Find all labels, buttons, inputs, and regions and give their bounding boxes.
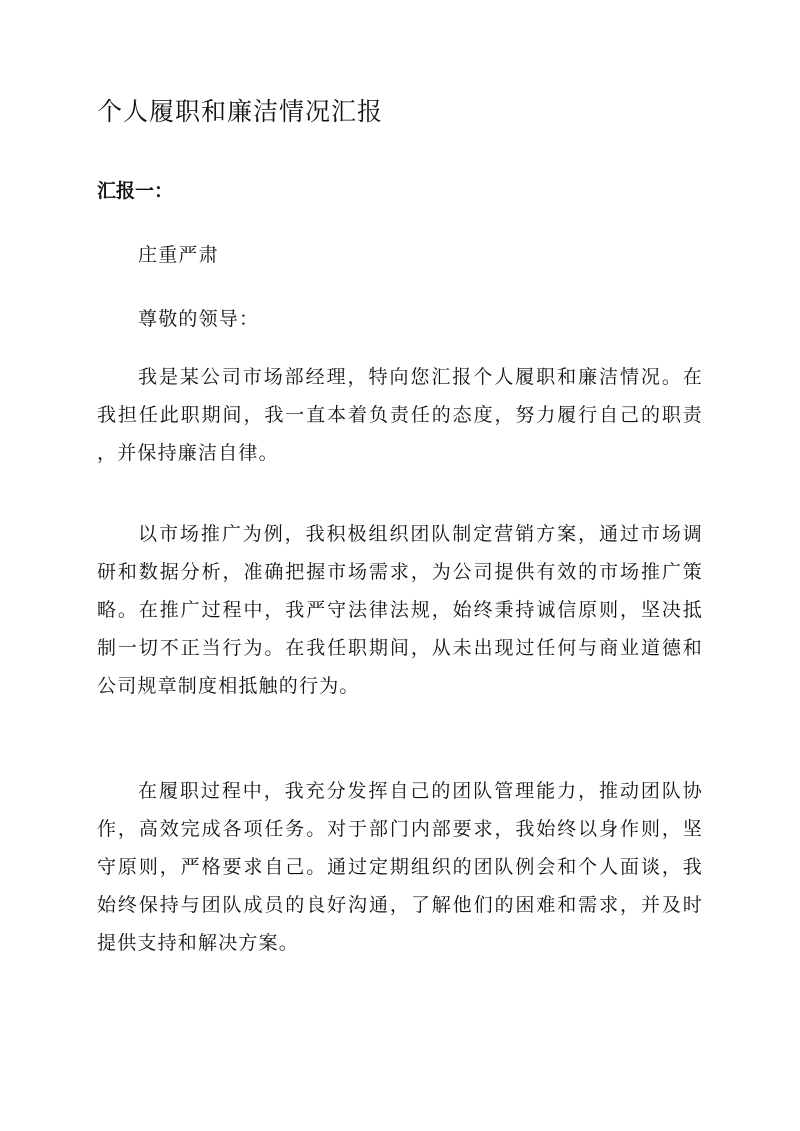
section-heading: 汇报一：: [97, 180, 174, 202]
paragraph-1: [97, 358, 703, 472]
paragraph-line: 研和数据分析，准确把握市场需求，为公司提供有效的市场推广策: [97, 561, 703, 583]
paragraph-3: [97, 772, 703, 962]
paragraph-line: 在履职过程中，我充分发挥自己的团队管理能力，推动团队协: [138, 780, 703, 802]
paragraph-line: 略。在推广过程中，我严守法律法规，始终秉持诚信原则，坚决抵: [97, 599, 703, 621]
theme-line: 庄重严肃: [138, 244, 219, 266]
paragraph-line: 始终保持与团队成员的良好沟通，了解他们的困难和需求，并及时: [97, 894, 703, 916]
salutation: 尊敬的领导：: [138, 308, 260, 330]
paragraph-line: 以市场推广为例，我积极组织团队制定营销方案，通过市场调: [138, 523, 703, 545]
paragraph-line: 我是某公司市场部经理，特向您汇报个人履职和廉洁情况。在: [138, 366, 703, 388]
paragraph-line: 守原则，严格要求自己。通过定期组织的团队例会和个人面谈，我: [97, 856, 703, 878]
paragraph-line: 制一切不正当行为。在我任职期间，从未出现过任何与商业道德和: [97, 637, 703, 659]
paragraph-line: 提供支持和解决方案。: [97, 932, 300, 954]
paragraph-2: [97, 515, 703, 705]
paragraph-line: 作，高效完成各项任务。对于部门内部要求，我始终以身作则，坚: [97, 818, 703, 840]
paragraph-line: ，并保持廉洁自律。: [97, 442, 279, 464]
paragraph-line: 公司规章制度相抵触的行为。: [97, 675, 360, 697]
paragraph-line: 我担任此职期间，我一直本着负责任的态度，努力履行自己的职责: [97, 404, 703, 426]
document-title: 个人履职和廉洁情况汇报: [97, 97, 384, 126]
